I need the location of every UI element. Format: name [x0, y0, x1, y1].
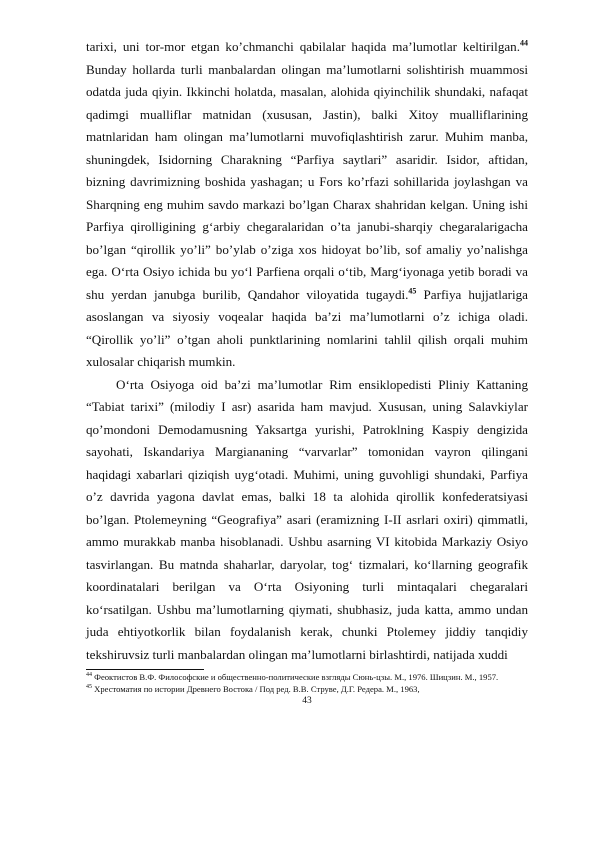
- footnote-ref: 45: [408, 286, 417, 296]
- paragraph: [86, 374, 528, 667]
- footnote: [86, 672, 528, 684]
- footnote: [86, 684, 528, 696]
- paragraph-text: O‘rta Osiyoga oid ba’zi ma’lumotlar Rim ensiklopedisti Pliniy Kattaning “Tabiat tarixi” (milodiy I asr) asarida ham mavjud. Xususan, uning Salavkiylar qo’mondoni Demodamusning Yaksartga yurishi, Patroklning Kaspiy dengizida sayohati, Iskandariya Margiananing “varvarlar” tomonidan vayron qilingani haqidagi xabarlari qiziqish uyg‘otadi. Muhimi, uning guvohligi shundaki, Parfiya o’z davrida yagona davlat emas, balki 18 ta alohida qirollik konfederatsiyasi bo’lgan. Ptolemeyning “Geografiya” asari (eramizning I-II asrlari oxiri) qimmatli, ammo murakkab manba hisoblanadi. Ushbu asarning VI kitobida Markaziy Osiyo tasvirlangan. Bu matnda shaharlar, daryolar, tog‘ tizmalari, ko‘llarning geografik koordinatalari berilgan va O‘rta Osiyoning turli mintaqalari chegaralari ko‘rsatilgan. Ushbu ma’lumotlarning qiymati, shubhasiz, juda katta, ammo undan juda ehtiyotkorlik bilan foydalanish kerak, chunki Ptolemey jiddiy tanqidiy tekshiruvsiz turli manbalardan olingan ma’lumotlarni birlashtirdi, natijada xuddi: [86, 376, 528, 662]
- footnote-text: Феоктистов В.Ф. Философские и общественно-политические взгляды Сюнь-цзы. М., 1976. Шицзин. М., 1957.: [94, 672, 499, 682]
- footnotes: [86, 672, 528, 695]
- paragraph-text: tarixi, uni tor-mor etgan ko’chmanchi qabilalar haqida ma’lumotlar keltirilgan.: [86, 39, 520, 54]
- body-text: [86, 36, 528, 666]
- paragraph-text: Parfiya hujjatlariga asoslangan va siyosiy voqealar haqida ba’zi ma’lumotlarni o’z ichiga oladi. “Qirollik yo’li” o’tgan aholi punktlarining nomlarini tahlil qilish orqali muhim xulosalar chiqarish mumkin.: [86, 286, 528, 369]
- paragraph: [86, 36, 528, 374]
- paragraph-text: Bunday hollarda turli manbalardan olingan ma’lumotlarni solishtirish muammosi odatda juda qiyin. Ikkinchi holatda, masalan, alohida qiyinchilik shundaki, nafaqat qadimgi mualliflar matnidan (xususan, Jastin), balki Xitoy mualliflarining matnlaridan ham olingan ma’lumotlarni muvofiqlashtirish zarur. Muhim manba, shuningdek, Isidorning Charakning “Parfiya saytlari” asaridir. Isidor, aftidan, bizning davrimizning boshida yashagan; u Fors ko’rfazi sohillarida joylashgan va Sharqning eng muhim savdo markazi bo’lgan Charax shahridan kelgan. Uning ishi Parfiya qirolligining g‘arbiy chegaralaridan o’ta janubi-sharqiy chegaralarigacha bo’lgan “qirollik yo’li” bo’ylab o’ziga xos hidoyat bo’lib, sof amaliy yo’nalishga ega. O‘rta Osiyo ichida bu yo‘l Parfiena orqali o‘tib, Marg‘iyonaga yetib boradi va shu yerdan janubga burilib, Qandahor viloyatida tugaydi.: [86, 61, 528, 302]
- footnote-number: 45: [86, 683, 92, 690]
- document-page: [86, 36, 528, 706]
- page-number: 43: [302, 696, 312, 706]
- footnote-number: 44: [86, 672, 92, 679]
- footnote-text: Хрестоматия по истории Древнего Востока / Под ред. В.В. Струве, Д.Г. Редера. М., 1963,: [94, 683, 420, 694]
- footnote-ref: 44: [520, 38, 528, 48]
- footnote-separator: [86, 669, 204, 670]
